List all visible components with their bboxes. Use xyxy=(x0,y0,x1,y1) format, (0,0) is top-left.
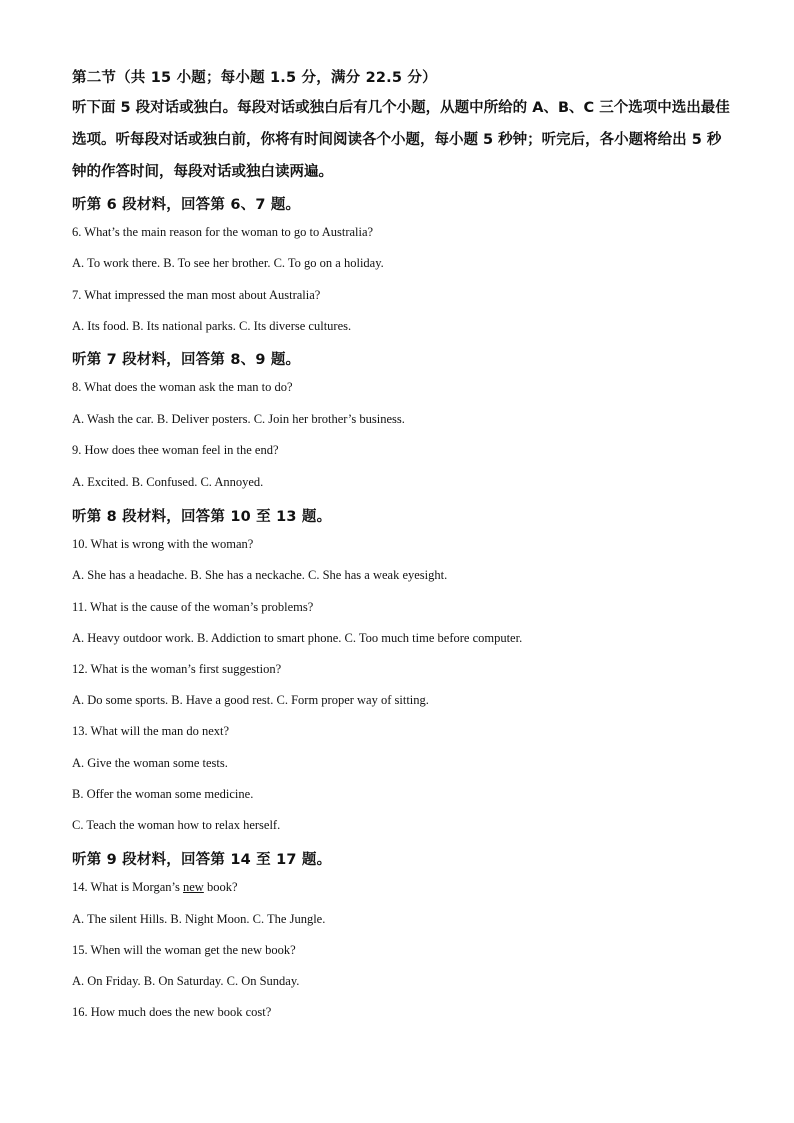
question-6: 6. What’s the main reason for the woman to go to Australia? xyxy=(72,225,374,239)
question-11: 11. What is the cause of the woman’s problems? xyxy=(72,600,314,614)
question-7: 7. What impressed the man most about Australia? xyxy=(72,288,321,302)
group-heading-9: 听第 9 段材料，回答第 14 至 17 题。 xyxy=(72,852,332,868)
section-title: 第二节（共 15 小题；每小题 1.5 分，满分 22.5 分） xyxy=(72,70,437,86)
question-12: 12. What is the woman’s first suggestion? xyxy=(72,662,282,676)
question-14-suffix: book? xyxy=(203,880,238,894)
section-instructions: 听下面 5 段对话或独白。每段对话或独白后有几个小题，从题中所给的 A、B、C 三个选项中选出最佳选项。听每段对话或独白前，你将有时间阅读各个小题，每小题 5 秒钟；听完后，各小题将给出 5 秒钟的作答时间，每段对话或独白读两遍。 xyxy=(72,100,730,180)
question-8-options: A. Wash the car. B. Deliver posters. C. Join her brother’s business. xyxy=(72,412,405,426)
question-12-options: A. Do some sports. B. Have a good rest. C. Form proper way of sitting. xyxy=(72,693,429,707)
question-13: 13. What will the man do next? xyxy=(72,724,230,738)
question-10-options: A. She has a headache. B. She has a neckache. C. She has a weak eyesight. xyxy=(72,568,448,582)
group-heading-8: 听第 8 段材料，回答第 10 至 13 题。 xyxy=(72,509,332,525)
question-7-options: A. Its food. B. Its national parks. C. Its diverse cultures. xyxy=(72,319,352,333)
question-9: 9. How does thee woman feel in the end? xyxy=(72,443,279,457)
question-13-option-c: C. Teach the woman how to relax herself. xyxy=(72,818,281,832)
question-15: 15. When will the woman get the new book? xyxy=(72,943,296,957)
question-15-options: A. On Friday. B. On Saturday. C. On Sunday. xyxy=(72,974,300,988)
question-14-prefix: 14. What is Morgan’s xyxy=(72,880,183,894)
question-14-options: A. The silent Hills. B. Night Moon. C. The Jungle. xyxy=(72,912,326,926)
question-14 xyxy=(72,880,238,895)
question-13-option-b: B. Offer the woman some medicine. xyxy=(72,787,254,801)
group-heading-7: 听第 7 段材料，回答第 8、9 题。 xyxy=(72,352,301,368)
question-9-options: A. Excited. B. Confused. C. Annoyed. xyxy=(72,475,264,489)
question-6-options: A. To work there. B. To see her brother. C. To go on a holiday. xyxy=(72,256,384,270)
question-10: 10. What is wrong with the woman? xyxy=(72,537,254,551)
question-8: 8. What does the woman ask the man to do? xyxy=(72,380,293,394)
group-heading-6: 听第 6 段材料，回答第 6、7 题。 xyxy=(72,197,301,213)
question-16: 16. How much does the new book cost? xyxy=(72,1005,272,1019)
question-14-underlined-word: new xyxy=(183,880,204,894)
question-11-options: A. Heavy outdoor work. B. Addiction to smart phone. C. Too much time before computer. xyxy=(72,631,523,645)
question-13-option-a: A. Give the woman some tests. xyxy=(72,756,228,770)
